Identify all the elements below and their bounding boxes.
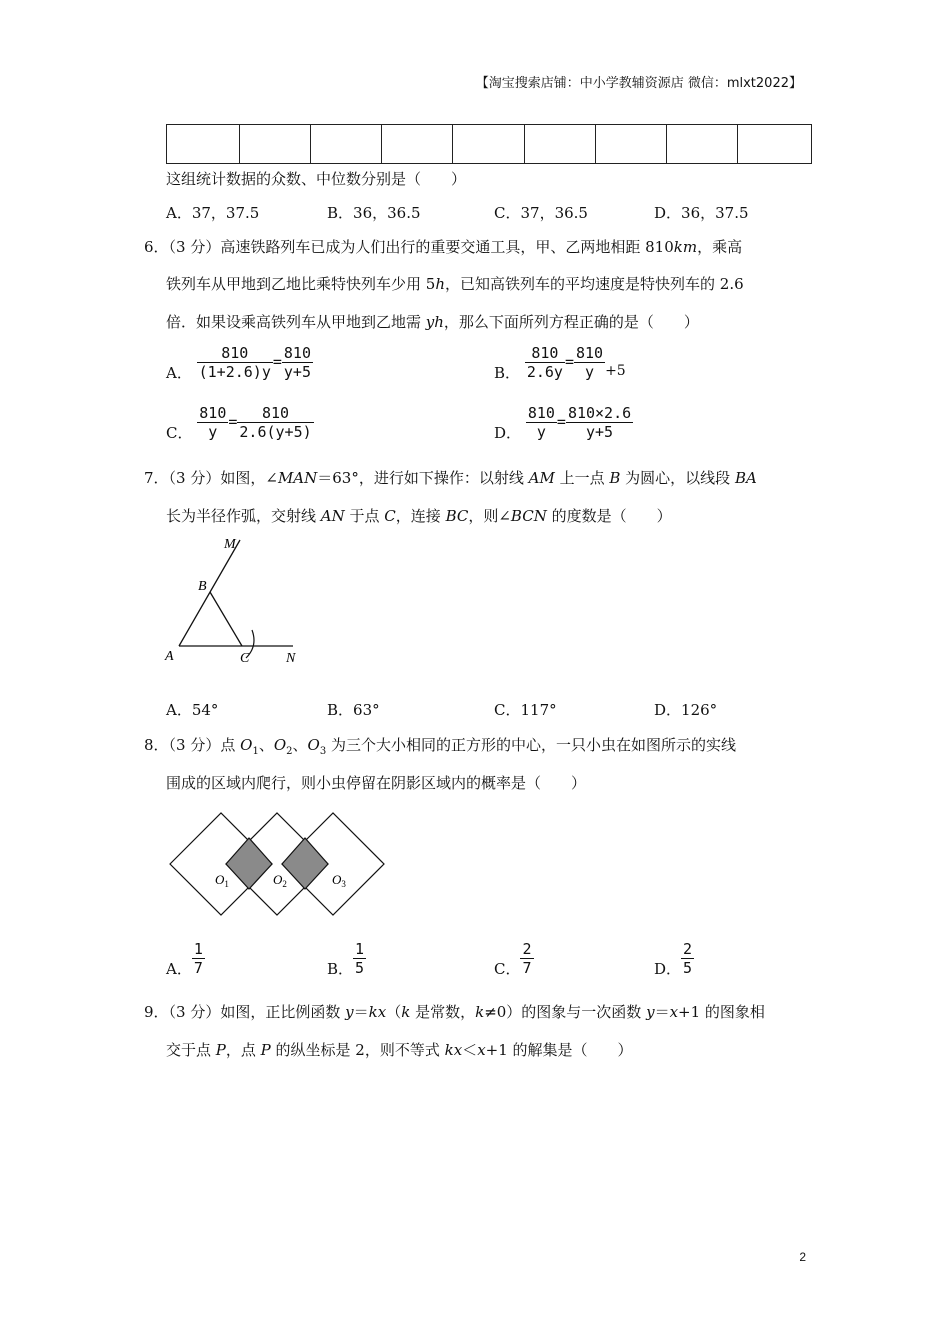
q7-option-d: D．126° — [654, 701, 718, 719]
label-n: N — [286, 651, 296, 666]
q6-option-b: B． $\frac{810}{2.6y}$ = $\frac{810}{y}$ +5 — [494, 344, 626, 382]
label-b: B — [198, 579, 207, 594]
q6-line2: 铁列车从甲地到乙地比乘特快列车少用 5h，已知高铁列车的平均速度是特快列车的 2.6 — [166, 275, 744, 293]
label-c: C — [240, 651, 250, 666]
q5-option-b: B．36，36.5 — [327, 204, 421, 222]
q8-squares-figure — [165, 805, 400, 925]
q6-option-c: C． $\frac{810}{y}$ = $\frac{810}{2.6(y+5)}$ — [166, 404, 312, 442]
q8-option-b: B． $\frac{1}{5}$ — [327, 940, 365, 978]
table-cell — [311, 125, 382, 164]
q7-angle-figure — [160, 532, 310, 672]
q6-option-a: A． $\frac{810}{(1+2.6)y}$ = $\frac{810}{y+5}$ — [166, 344, 311, 382]
page-header: 【淘宝搜索店铺：中小学教辅资源店 微信：mlxt2022】 — [475, 76, 802, 91]
q8-option-a: A． $\frac{1}{7}$ — [166, 940, 203, 978]
q6-line3: 倍．如果设乘高铁列车从甲地到乙地需 yh，那么下面所列方程正确的是（ ） — [166, 313, 699, 331]
q7-option-c: C．117° — [494, 701, 557, 719]
ray-am — [179, 540, 240, 646]
table-row — [167, 125, 812, 164]
shaded-region-right — [282, 838, 328, 889]
table-cell — [240, 125, 311, 164]
q8-line1: 8．（3 分）点 $O_1$、$O_2$、$O_3$ 为三个大小相同的正方形的中心，一只小虫在如图所示的实线 — [144, 736, 737, 757]
q6-number: 6．（3 分）高速铁路列车已成为人们出行的重要交通工具，甲、乙两地相距 810km，乘高 — [144, 238, 743, 256]
shaded-region-left — [226, 838, 272, 889]
q7-line2: 长为半径作弧，交射线 AN 于点 C，连接 BC，则∠BCN 的度数是（ ） — [166, 507, 672, 525]
q9-line2: 交于点 P，点 P 的纵坐标是 2，则不等式 kx＜x+1 的解集是（ ） — [166, 1041, 633, 1059]
label-o2: $O_2$ — [273, 872, 287, 889]
table-cell — [737, 125, 811, 164]
table-cell — [453, 125, 524, 164]
table-cell — [382, 125, 453, 164]
q6-option-d: D． $\frac{810}{y}$ = $\frac{810\times 2.6}{y+5}$ — [494, 404, 632, 442]
q8-option-c: C． $\frac{2}{7}$ — [494, 940, 532, 978]
label-m: M — [224, 537, 236, 552]
q8-line2: 围成的区域内爬行，则小虫停留在阴影区域内的概率是（ ） — [166, 774, 587, 792]
q7-option-a: A．54° — [166, 701, 219, 719]
segment-bc — [210, 592, 242, 646]
label-a: A — [165, 649, 174, 664]
table-cell — [167, 125, 240, 164]
label-o3: $O_3$ — [332, 872, 346, 889]
q5-option-d: D．36，37.5 — [654, 204, 749, 222]
table-cell — [666, 125, 737, 164]
table-cell — [524, 125, 595, 164]
q7-option-b: B．63° — [327, 701, 380, 719]
q8-option-d: D． $\frac{2}{5}$ — [654, 940, 693, 978]
q7-line1: 7．（3 分）如图，∠MAN＝63°，进行如下操作：以射线 AM 上一点 B 为圆心，以线段 BA — [144, 469, 757, 487]
table-cell — [595, 125, 666, 164]
q5-option-a: A．37，37.5 — [166, 204, 260, 222]
q9-line1: 9．（3 分）如图，正比例函数 y＝kx（k 是常数，k≠0）的图象与一次函数 y＝x+1 的图象相 — [144, 1003, 765, 1021]
label-o1: $O_1$ — [215, 872, 229, 889]
q5-option-c: C．37，36.5 — [494, 204, 588, 222]
statistics-table — [166, 124, 812, 164]
page-number: 2 — [799, 1250, 806, 1264]
q5-stem: 这组统计数据的众数、中位数分别是（ ） — [166, 170, 467, 188]
